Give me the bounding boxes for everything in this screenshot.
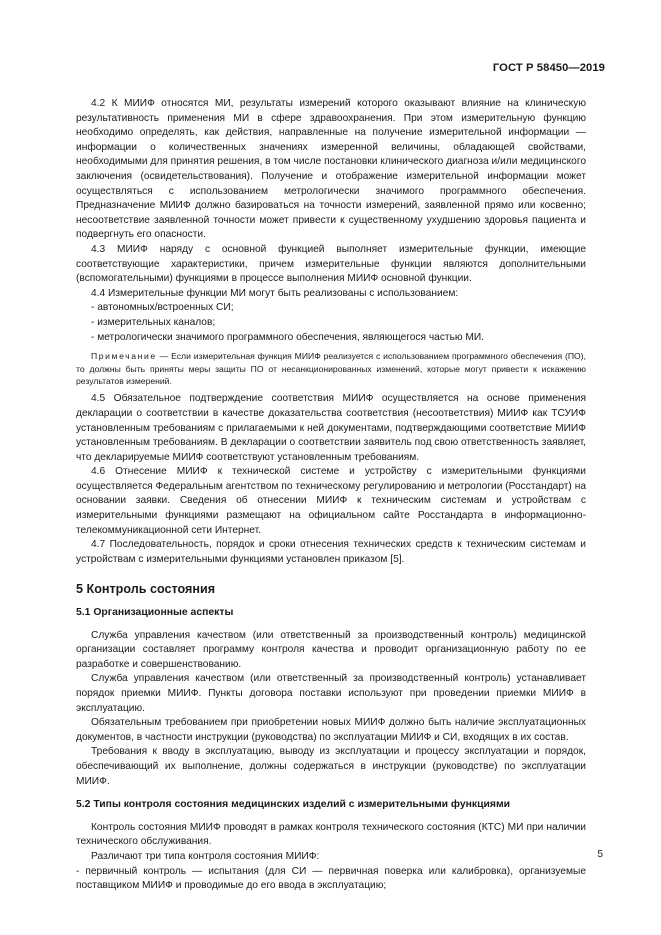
page-number: 5 (597, 849, 603, 860)
paragraph-5-1-3: Обязательным требованием при приобретении новых МИИФ должно быть наличие эксплуатационных документов, в частности инструкции (руководства) по эксплуатации МИИФ и СИ, входящих в их состав. (76, 717, 586, 743)
standard-header: ГОСТ Р 58450—2019 (492, 62, 605, 74)
list-item: - метрологически значимого программного обеспечения, являющегося частью МИ. (91, 331, 485, 343)
note-label: Примечание (91, 351, 157, 362)
paragraph-5-1-2: Служба управления качеством (или ответственный за производственный контроль) устанавливает порядок приемки МИИФ. Пункты договора поставки используют при проведении приемки МИИФ в эксплуатацию. (76, 673, 586, 714)
paragraph-4-2: 4.2 К МИИФ относятся МИ, результаты измерений которого оказывают влияние на клиническую результативность применения МИ в сфере здравоохранения. При этом измерительную функцию необходимо определять, как действия, направленные на получение измерительной информации — информации о количественных значениях измеренной величины, обладающей свойствами, необходимыми для принятия решения, в том числе постановки клинического диагноза и/или медицинского заключения (освидетельствования). Получение и отображение измерительной информации может осуществляться с использованием метрологически значимого программного обеспечения. Предназначение МИИФ должно базироваться на точности измерений, заявленной прямо или косвенно; несоответствие заявленной точности может привести к существенному ухудшению здоровья пациента и подвергнуть его опасности. (76, 98, 586, 241)
note-paragraph (76, 350, 586, 387)
paragraph-4-6: 4.6 Отнесение МИИФ к технической системе и устройству с измерительными функциями осуществляется Федеральным агентством по техническому регулированию и метрологии (Росстандарт) на основании заявки. Сведения об отнесении МИИФ к техническим системам и устройствам с измерительными функциями размещают на официальном сайте Росстандарта в информационно-телекоммуникационной сети Интернет. (76, 466, 586, 536)
subsection-5-1-heading: 5.1 Организационные аспекты (76, 607, 234, 619)
paragraph-4-4: 4.4 Измерительные функции МИ могут быть реализованы с использованием: (91, 287, 459, 299)
list-item: - измерительных каналов; (91, 316, 216, 328)
paragraph-4-5: 4.5 Обязательное подтверждение соответствия МИИФ осуществляется на основе применения декларации о соответствии в качестве доказательства соответствия (несоответствия) МИИФ как ТСУИФ установленным требованиям с прилагаемыми к ней документами, подтверждающими соответствие МИИФ установленным требованиям. В декларации о соответствии заявитель под свою ответственность заявляет, что декларируемые МИИФ соответствуют установленным требованиям. (76, 393, 586, 463)
document-body (76, 97, 586, 894)
paragraph-4-3: 4.3 МИИФ наряду с основной функцией выполняет измерительные функции, имеющие соответствующие характеристики, причем измерительные функции являются дополнительными (вспомогательными) функциями в процессе выполнения МИИФ основной функции. (76, 243, 586, 285)
measurement-means-list (76, 301, 586, 345)
paragraph-5-2-1: Контроль состояния МИИФ проводят в рамках контроля технического состояния (КТС) МИ при наличии технического обслуживания. (76, 821, 586, 848)
note-text: — Если измерительная функция МИИФ реализуется с использованием программного обеспечения (ПО), то должны быть приняты меры защиты ПО от несанкционированных изменений, которые могут привести к искажению результатов измерений. (76, 351, 586, 386)
section-5-heading: 5 Контроль состояния (76, 582, 216, 597)
paragraph-5-1-4: Требования к вводу в эксплуатацию, выводу из эксплуатации и процессу эксплуатации и порядок, обеспечивающий их выполнение, должны содержаться в инструкции (руководстве) по эксплуатации МИИФ. (76, 746, 586, 787)
paragraph-5-2-2: Различают три типа контроля состояния МИИФ: (91, 850, 320, 862)
paragraph-5-1-1: Служба управления качеством (или ответственный за производственный контроль) медицинской организации составляет программу контроля качества и проводит организационную работу по ее разработке и совершенствованию. (76, 629, 586, 670)
subsection-5-2-heading: 5.2 Типы контроля состояния медицинских изделий с измерительными функциями (76, 799, 511, 811)
list-item: - автономных/встроенных СИ; (91, 302, 234, 314)
paragraph-4-7: 4.7 Последовательность, порядок и сроки отнесения технических средств к техническим системам и устройствам с измерительными функциями установлен приказом [5]. (76, 539, 586, 565)
paragraph-5-2-3: - первичный контроль — испытания (для СИ — первичная поверка или калибровка), организуемые поставщиком МИИФ и проводимые до его ввода в эксплуатацию; (76, 865, 586, 892)
